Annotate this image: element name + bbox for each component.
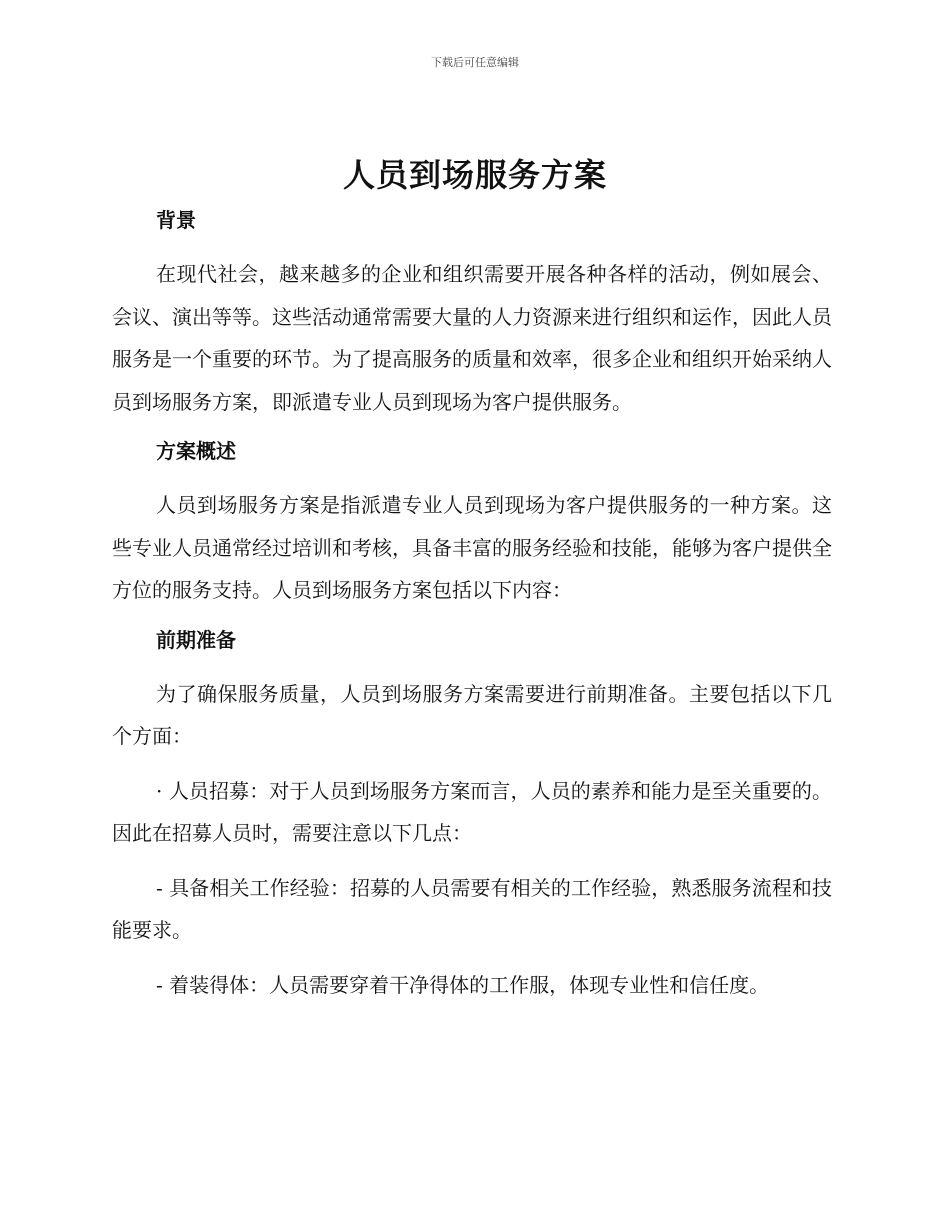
section-heading: 方案概述 bbox=[156, 439, 236, 463]
paragraph: 为了确保服务质量，人员到场服务方案需要进行前期准备。主要包括以下几个方面： bbox=[112, 681, 832, 748]
paragraph: 在现代社会，越来越多的企业和组织需要开展各种各样的活动，例如展会、会议、演出等等。这些活动通常需要大量的人力资源来进行组织和运作，因此人员服务是一个重要的环节。为了提高服务的质量和效率，很多企业和组织开始采纳人员到场服务方案，即派遣专业人员到现场为客户提供服务。 bbox=[112, 262, 832, 414]
dash-item: - 着装得体：人员需要穿着干净得体的工作服，体现专业性和信任度。 bbox=[156, 972, 770, 997]
page-header-note: 下载后可任意编辑 bbox=[431, 56, 519, 69]
section-heading: 前期准备 bbox=[156, 627, 236, 652]
section-background bbox=[112, 204, 832, 435]
section-overview bbox=[112, 435, 832, 624]
dash-item: - 具备相关工作经验：招募的人员需要有相关的工作经验，熟悉服务流程和技能要求。 bbox=[112, 875, 832, 942]
bullet-paragraph: · 人员招募：对于人员到场服务方案而言，人员的素养和能力是至关重要的。因此在招募人员时，需要注意以下几点： bbox=[112, 778, 832, 845]
section-preparation bbox=[112, 624, 832, 1007]
section-heading: 背景 bbox=[156, 208, 196, 232]
paragraph: 人员到场服务方案是指派遣专业人员到现场为客户提供服务的一种方案。这些专业人员通常经过培训和考核，具备丰富的服务经验和技能，能够为客户提供全方位的服务支持。人员到场服务方案包括以下内容： bbox=[112, 493, 832, 602]
document-body bbox=[112, 204, 832, 1006]
document-title: 人员到场服务方案 bbox=[342, 156, 607, 194]
